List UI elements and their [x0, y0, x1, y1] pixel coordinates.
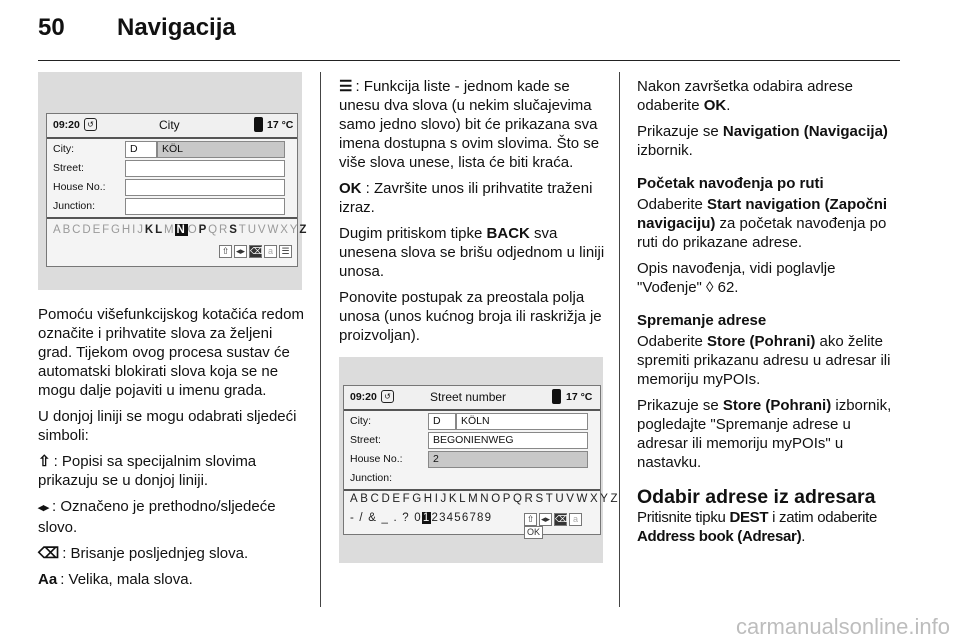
house-label: House No.:	[53, 181, 106, 193]
house-label: House No.:	[350, 453, 403, 465]
column-1	[38, 305, 304, 596]
paragraph: Pomoću višefunkcijskog kotačića redom označite i prihvatite slova za željeni grad. Tijekom ovog procesa sustav će automatski blokirati slova koja se ne mogu dalje pojaviti u imenu grada.	[38, 306, 304, 399]
ok-key: OK	[339, 180, 362, 197]
list-icon[interactable]: ☰	[279, 245, 292, 258]
paragraph: U donjoj liniji se mogu odabrati sljedeći simboli:	[38, 408, 297, 444]
function-keys	[522, 513, 600, 537]
street-field-row	[344, 431, 600, 450]
section-heading: Spremanje adrese	[637, 312, 767, 329]
column-divider	[320, 72, 321, 607]
screen-title: City	[159, 118, 180, 132]
country-prefix-field[interactable]	[428, 413, 456, 430]
clock-time: 09:20	[350, 391, 377, 403]
shift-icon[interactable]: ⇧	[219, 245, 232, 258]
house-field-row	[344, 450, 600, 469]
phone-icon	[254, 117, 263, 132]
city-label: City:	[350, 415, 371, 427]
paragraph: Prikazuje se Store (Pohrani) izbornik, pogledajte "Spremanje adrese u adresar ili memoriju myPOIs" u nastavku.	[637, 397, 892, 471]
screen-title: Street number	[430, 390, 507, 404]
column-divider	[619, 72, 620, 607]
screen-divider	[47, 217, 297, 219]
city-screen-figure	[38, 72, 309, 290]
section-heading: Odabir adrese iz adresara	[637, 486, 876, 508]
street-field-row	[47, 159, 297, 178]
symbol-item: ⌫ : Brisanje posljednjeg slova.	[38, 545, 249, 562]
symbol-item: ◂▸ : Označeno je prethodno/sljedeće slovo.	[38, 498, 276, 536]
city-label: City:	[53, 143, 74, 155]
page-number: 50	[38, 14, 65, 41]
city-input[interactable]	[456, 413, 588, 430]
navigation-screen	[343, 385, 621, 537]
paragraph: Odaberite Store (Pohrani) ako želite spremiti prikazanu adresu u adresar ili memoriju myPOIs.	[637, 333, 891, 388]
phone-icon	[552, 389, 561, 404]
city-value: KÖLN	[461, 415, 490, 427]
paragraph: Ponovite postupak za preostala polja unosa (unos kućnog broja ili raskrižja je proizvoljan).	[339, 289, 602, 344]
clock-time: 09:20	[53, 119, 80, 131]
symbol-item: ☰ : Funkcija liste - jednom kade se unesu dva slova (u nekim slučajevima samo jedno slovo) bit će prikazana sva imena dostupna s ovim slovima. Što se više slova unese, lista će biti kraća.	[339, 78, 600, 171]
case-icon[interactable]: a	[569, 513, 582, 526]
ok-button[interactable]: OK	[524, 526, 543, 539]
backspace-icon[interactable]: ⌫	[555, 514, 568, 524]
back-arrow-icon: ↺	[84, 118, 97, 131]
shift-icon[interactable]: ⇧	[524, 513, 537, 526]
shift-icon: ⇧	[38, 453, 51, 470]
country-prefix: D	[130, 143, 138, 155]
street-number-screen-figure	[339, 357, 621, 563]
city-value: KÖL	[162, 143, 184, 155]
column-2	[339, 77, 605, 352]
back-key: BACK	[486, 225, 530, 242]
watermark: carmanualsonline.info	[735, 614, 950, 639]
navigation-screen	[46, 113, 309, 267]
header-rule	[38, 60, 900, 61]
street-label: Street:	[53, 162, 84, 174]
symbol-bar[interactable]: - / & _ . ? 0123456789	[350, 512, 493, 524]
page-reference[interactable]: ◊ 62.	[706, 279, 739, 296]
street-label: Street:	[350, 434, 381, 446]
house-number-input[interactable]	[125, 179, 285, 196]
city-field-row	[47, 140, 297, 159]
status-bar	[344, 386, 600, 411]
backspace-icon[interactable]: ⌫	[250, 246, 263, 256]
symbol-item: ⇧ : Popisi sa specijalnim slovima prikazuju se u donjoj liniji.	[38, 453, 257, 489]
street-input[interactable]	[125, 160, 285, 177]
prev-next-icon[interactable]: ◂▸	[540, 514, 551, 524]
prev-next-icon: ◂▸	[38, 502, 50, 514]
paragraph: Pritisnite tipku DEST i zatim odaberite Address book (Adresar).	[637, 509, 878, 545]
junction-label: Junction:	[350, 472, 393, 484]
paragraph: Opis navođenja, vidi poglavlje "Vođenje" ◊ 62.	[637, 260, 836, 296]
junction-field-row	[344, 469, 600, 488]
back-arrow-icon: ↺	[381, 390, 394, 403]
house-number-value: 2	[433, 453, 439, 465]
symbol-item: Aa : Velika, mala slova.	[38, 571, 193, 588]
house-field-row	[47, 178, 297, 197]
letter-bar[interactable]: ABCDEFGHIJKLMNOPQRSTUVWXYZ	[350, 493, 621, 505]
country-prefix-field[interactable]	[125, 141, 157, 158]
house-number-input[interactable]	[428, 451, 588, 468]
case-icon: Aa	[38, 571, 58, 588]
paragraph: Odaberite Start navigation (Započni navigaciju) za početak navođenja po ruti do prikazane adrese.	[637, 196, 888, 251]
street-input[interactable]	[428, 432, 588, 449]
function-keys	[217, 245, 292, 258]
symbol-item: OK : Završite unos ili prihvatite traženi izraz.	[339, 180, 593, 216]
paragraph: Nakon završetka odabira adrese odaberite OK.	[637, 78, 853, 114]
list-icon: ☰	[339, 78, 353, 95]
street-value: BEGONIENWEG	[433, 434, 514, 446]
page-title: Navigacija	[117, 14, 236, 41]
city-field-row	[344, 412, 600, 431]
backspace-icon: ⌫	[38, 545, 60, 562]
junction-input[interactable]	[125, 198, 285, 215]
prev-next-icon[interactable]: ◂▸	[235, 246, 246, 256]
temperature: 17 °C	[267, 119, 294, 131]
ok-key: OK	[703, 97, 727, 114]
country-prefix: D	[433, 415, 441, 427]
temperature: 17 °C	[566, 391, 593, 403]
screen-divider	[344, 489, 600, 491]
junction-field-row	[47, 197, 297, 216]
section-heading: Početak navođenja po ruti	[637, 175, 824, 192]
case-icon[interactable]: a	[264, 245, 277, 258]
letter-bar[interactable]: ABCDEFGHIJKLMNOPQRSTUVWXYZ	[53, 224, 309, 236]
junction-label: Junction:	[53, 200, 96, 212]
paragraph: Prikazuje se Navigation (Navigacija) izbornik.	[637, 123, 888, 159]
column-3	[637, 77, 903, 553]
city-input[interactable]	[157, 141, 285, 158]
paragraph: Dugim pritiskom tipke BACK sva unesena slova se brišu odjednom u liniji unosa.	[339, 225, 605, 280]
status-bar	[47, 114, 297, 139]
